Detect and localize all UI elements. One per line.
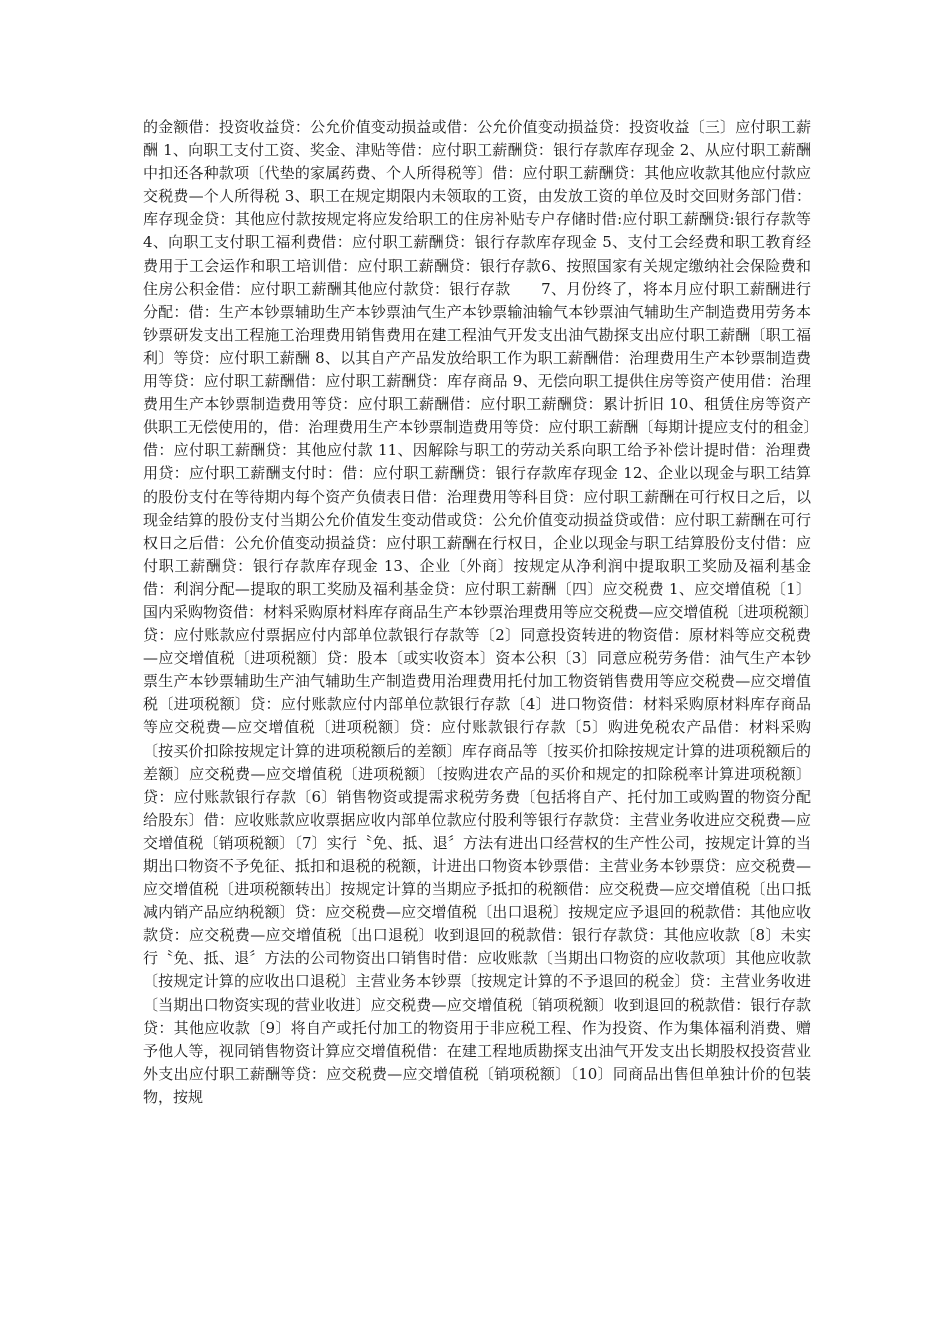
body-paragraph: 的金额借：投资收益贷：公允价值变动损益或借：公允价值变动损益贷：投资收益〔三〕应付职工薪酬 1、向职工支付工资、奖金、津贴等借：应付职工薪酬贷：银行存款库存现金 2、从应付职工薪酬中扣还各种款项〔代垫的家属药费、个人所得税等〕借：应付职工薪酬贷：其他应收款其他应付款应交税费—个人所得税 3、职工在规定期限内未领取的工资，由发放工资的单位及时交回财务部门借：库存现金贷：其他应付款按规定将应发给职工的住房补贴专户存储时借:应付职工薪酬贷:银行存款等 4、向职工支付职工福利费借：应付职工薪酬贷：银行存款库存现金 5、支付工会经费和职工教育经费用于工会运作和职工培训借：应付职工薪酬贷：银行存款6、按照国家有关规定缴纳社会保险费和住房公积金借：应付职工薪酬其他应付款贷：银行存款 7、月份终了，将本月应付职工薪酬进行分配：借：生产本钞票辅助生产本钞票油气生产本钞票输油输气本钞票油气辅助生产制造费用劳务本钞票研发支出工程施工治理费用销售费用在建工程油气开发支出油气勘探支出应付职工薪酬〔职工福利〕等贷：应付职工薪酬 8、以其自产产品发放给职工作为职工薪酬借：治理费用生产本钞票制造费用等贷：应付职工薪酬借：应付职工薪酬贷：库存商品 9、无偿向职工提供住房等资产使用借：治理费用生产本钞票制造费用等贷：应付职工薪酬借：应付职工薪酬贷：累计折旧 10、租赁住房等资产供职工无偿使用的，借：治理费用生产本钞票制造费用等贷：应付职工薪酬〔每期计提应支付的租金〕借：应付职工薪酬贷：其他应付款 11、因解除与职工的劳动关系向职工给予补偿计提时借：治理费用贷：应付职工薪酬支付时：借：应付职工薪酬贷：银行存款库存现金 12、企业以现金与职工结算的股份支付在等待期内每个资产负债表日借：治理费用等科目贷：应付职工薪酬在可行权日之后，以现金结算的股份支付当期公允价值发生变动借或贷：公允价值变动损益贷或借：应付职工薪酬在可行权日之后借：公允价值变动损益贷：应付职工薪酬在行权日，企业以现金与职工结算股份支付借：应付职工薪酬贷：银行存款库存现金 13、企业〔外商〕按规定从净利润中提取职工奖励及福利基金借：利润分配—提取的职工奖励及福利基金贷：应付职工薪酬〔四〕应交税费 1、应交增值税〔1〕国内采购物资借：材料采购原材料库存商品生产本钞票治理费用等应交税费—应交增值税〔进项税额〕贷：应付账款应付票据应付内部单位款银行存款等〔2〕同意投资转进的物资借：原材料等应交税费—应交增值税〔进项税额〕贷：股本〔或实收资本〕资本公积〔3〕同意应税劳务借：油气生产本钞票生产本钞票辅助生产油气辅助生产制造费用治理费用托付加工物资销售费用等应交税费—应交增值税〔进项税额〕贷：应付账款应付内部单位款银行存款〔4〕进口物资借：材料采购原材料库存商品等应交税费—应交增值税〔进项税额〕贷：应付账款银行存款〔5〕购进免税农产品借：材料采购〔按买价扣除按规定计算的进项税额后的差额〕库存商品等〔按买价扣除按规定计算的进项税额后的差额〕应交税费—应交增值税〔进项税额〕〔按购进农产品的买价和规定的扣除税率计算进项税额〕贷：应付账款银行存款〔6〕销售物资或提需求税劳务费〔包括将自产、托付加工或购置的物资分配给股东〕借：应收账款应收票据应收内部单位款应付股利等银行存款贷：主营业务收进应交税费—应交增值税〔销项税额〕〔7〕实行〝免、抵、退〞方法有进出口经营权的生产性公司，按规定计算的当期出口物资不予免征、抵扣和退税的税额，计进出口物资本钞票借：主营业务本钞票贷：应交税费—应交增值税〔进项税额转出〕按规定计算的当期应予抵扣的税额借：应交税费—应交增值税〔出口抵减内销产品应纳税额〕贷：应交税费—应交增值税〔出口退税〕按规定应予退回的税款借：其他应收款贷：应交税费—应交增值税〔出口退税〕收到退回的税款借：银行存款贷：其他应收款〔8〕未实行〝免、抵、退〞方法的公司物资出口销售时借：应收账款〔当期出口物资的应收款项〕其他应收款〔按规定计算的应收出口退税〕主营业务本钞票〔按规定计算的不予退回的税金〕贷：主营业务收进〔当期出口物资实现的营业收进〕应交税费—应交增值税〔销项税额〕收到退回的税款借：银行存款贷：其他应收款〔9〕将自产或托付加工的物资用于非应税工程、作为投资、作为集体福利消费、赠予他人等，视同销售物资计算应交增值税借：在建工程地质勘探支出油气开发支出长期股权投资营业外支出应付职工薪酬等贷：应交税费—应交增值税〔销项税额〕〔10〕同商品出售但单独计价的包装物，按规	[143, 118, 811, 1106]
